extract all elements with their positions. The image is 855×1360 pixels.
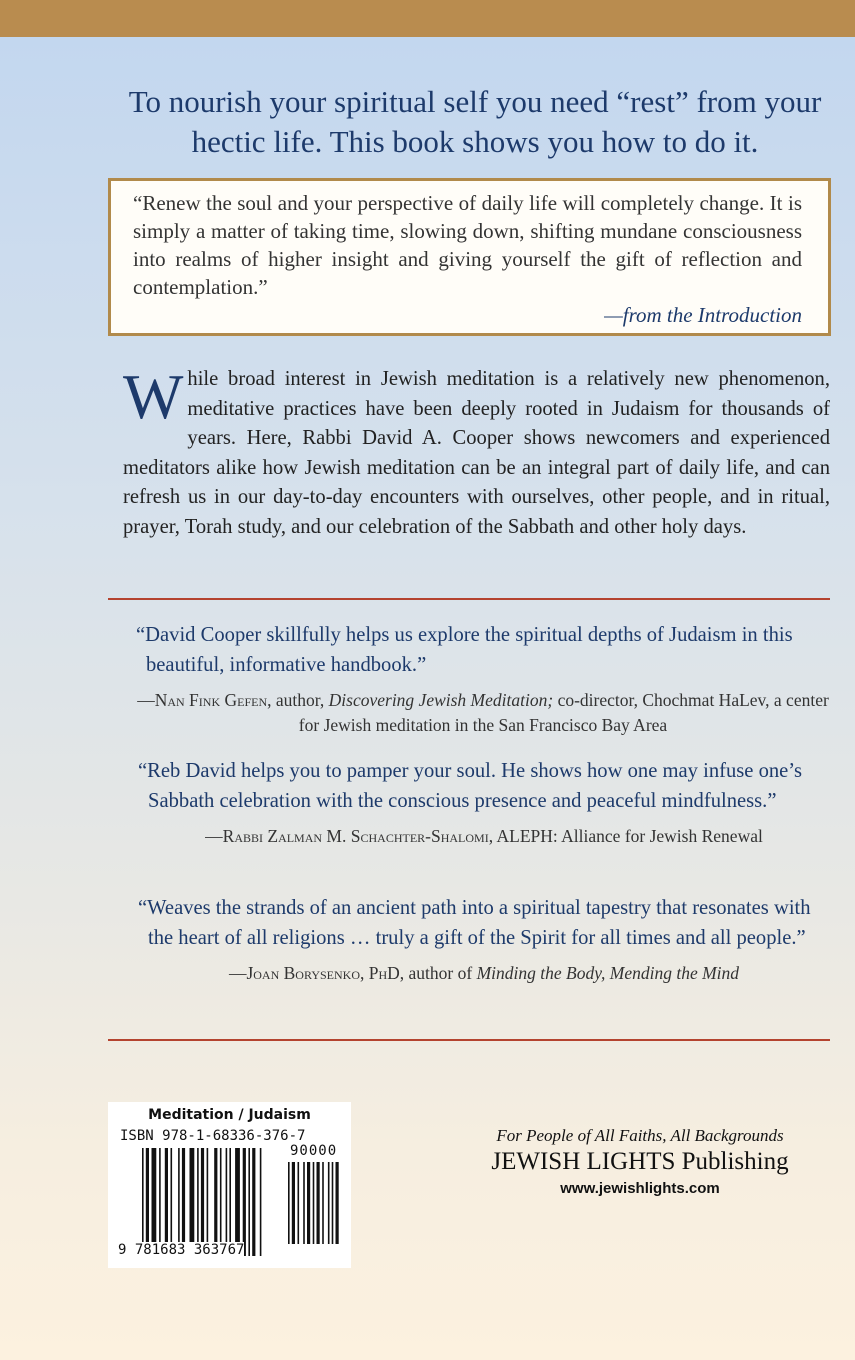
publisher-url: www.jewishlights.com bbox=[560, 1180, 720, 1197]
endorsement-attribution: —Nan Fink Gefen, author, Discovering Jewish Meditation; co-director, Chochmat HaLev, a center for Jewish meditation in the San Francisco Bay Area bbox=[137, 690, 829, 735]
intro-quote-box bbox=[108, 178, 831, 336]
divider-top bbox=[108, 598, 830, 600]
headline: To nourish your spiritual self you need “rest” from your hectic life. This book shows you how to do it. bbox=[128, 84, 822, 159]
barcode-number: 9 781683 363767 bbox=[118, 1242, 245, 1258]
endorsement-attribution: —Rabbi Zalman M. Schachter-Shalomi, ALEPH: Alliance for Jewish Renewal bbox=[205, 826, 763, 846]
endorsement-quote: “David Cooper skillfully helps us explore the spiritual depths of Judaism in this beautiful, informative handbook.” bbox=[136, 624, 793, 676]
isbn-text: ISBN 978-1-68336-376-7 bbox=[120, 1128, 306, 1144]
barcode-addon: 90000 bbox=[290, 1143, 338, 1159]
top-color-band bbox=[0, 0, 855, 37]
endorsement bbox=[108, 893, 830, 986]
endorsement-quote: “Reb David helps you to pamper your soul. He shows how one may infuse one’s Sabbath celebration with the conscious presence and peaceful mindfulness.” bbox=[138, 760, 803, 812]
endorsement bbox=[108, 620, 830, 738]
publisher-tagline: For People of All Faiths, All Backgrounds bbox=[496, 1126, 784, 1145]
endorsement bbox=[108, 756, 830, 849]
divider-bottom bbox=[108, 1039, 830, 1041]
description-text: hile broad interest in Jewish meditation is a relatively new phenomenon, meditative practices have been deeply rooted in Judaism for thousands of years. Here, Rabbi David A. Cooper shows newcomers and experienced meditators alike how Jewish meditation can be an integral part of daily life, and can refresh us in our day-to-day encounters with ourselves, other people, and in ritual, prayer, Torah study, and our celebration of the Sabbath and other holy days. bbox=[123, 368, 830, 538]
barcode-block bbox=[108, 1102, 351, 1268]
endorsement-attribution: —Joan Borysenko, PhD, author of Minding the Body, Mending the Mind bbox=[228, 963, 740, 983]
intro-quote-text: “Renew the soul and your perspective of daily life will completely change. It is simply a matter of taking time, slowing down, shifting mundane consciousness into realms of higher insight and giving yourself the gift of reflection and contemplation.” bbox=[133, 191, 802, 299]
barcode-category: Meditation / Judaism bbox=[148, 1107, 311, 1123]
publisher-name: JEWISH LIGHTS Publishing bbox=[491, 1148, 789, 1175]
intro-quote-source: —from the Introduction bbox=[604, 303, 802, 327]
publisher-block bbox=[470, 1126, 810, 1197]
description bbox=[123, 361, 830, 542]
endorsement-quote: “Weaves the strands of an ancient path into a spiritual tapestry that resonates with the heart of all religions … truly a gift of the Spirit for all times and all people.” bbox=[138, 897, 811, 949]
drop-cap: W bbox=[123, 361, 184, 432]
